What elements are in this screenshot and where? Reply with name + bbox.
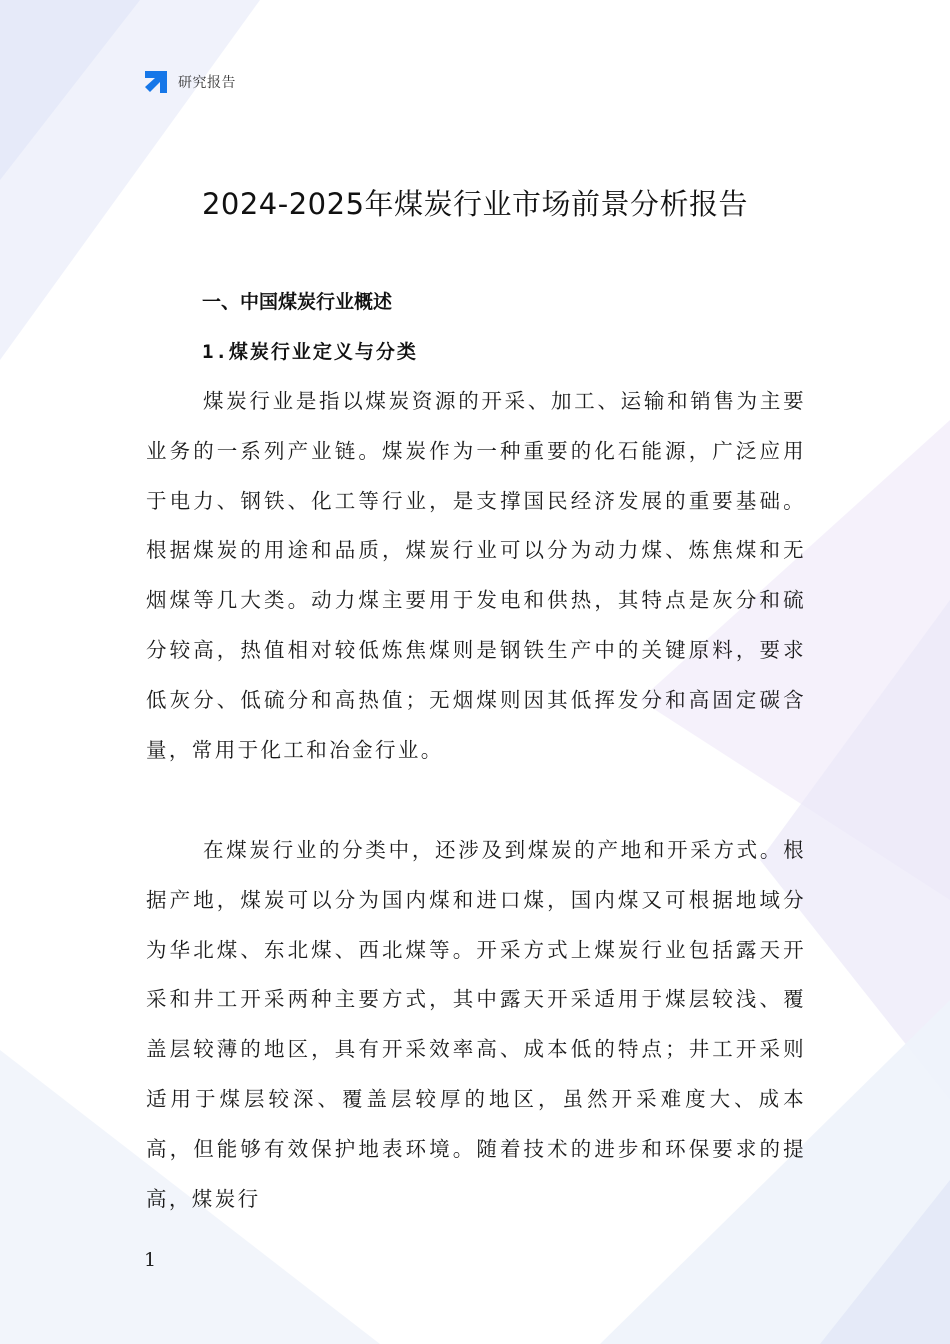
sub-heading: 1.煤炭行业定义与分类: [202, 341, 418, 363]
document-title: 2024-2025年煤炭行业市场前景分析报告: [201, 187, 749, 221]
page-number: 1: [144, 1249, 157, 1271]
body-paragraph-1: 煤炭行业是指以煤炭资源的开采、加工、运输和销售为主要业务的一系列产业链。煤炭作为一种重要的化石能源，广泛应用于电力、钢铁、化工等行业，是支撑国民经济发展的重要基础。根据煤炭的用途和品质，煤炭行业可以分为动力煤、炼焦煤和无烟煤等几大类。动力煤主要用于发电和供热，其特点是灰分和硫分较高，热值相对较低炼焦煤则是钢铁生产中的关键原料，要求低灰分、低硫分和高热值；无烟煤则因其低挥发分和高固定碳含量，常用于化工和冶金行业。: [146, 389, 806, 762]
body-paragraph-2: 在煤炭行业的分类中，还涉及到煤炭的产地和开采方式。根据产地，煤炭可以分为国内煤和进口煤，国内煤又可根据地域分为华北煤、东北煤、西北煤等。开采方式上煤炭行业包括露天开采和井工开采两种主要方式，其中露天开采适用于煤层较浅、覆盖层较薄的地区，具有开采效率高、成本低的特点；井工开采则适用于煤层较深、覆盖层较厚的地区，虽然开采难度大、成本高，但能够有效保护地表环境。随着技术的进步和环保要求的提高，煤炭行: [146, 838, 806, 1211]
section-heading: 一、中国煤炭行业概述: [202, 291, 393, 313]
header-label: 研究报告: [178, 75, 236, 91]
